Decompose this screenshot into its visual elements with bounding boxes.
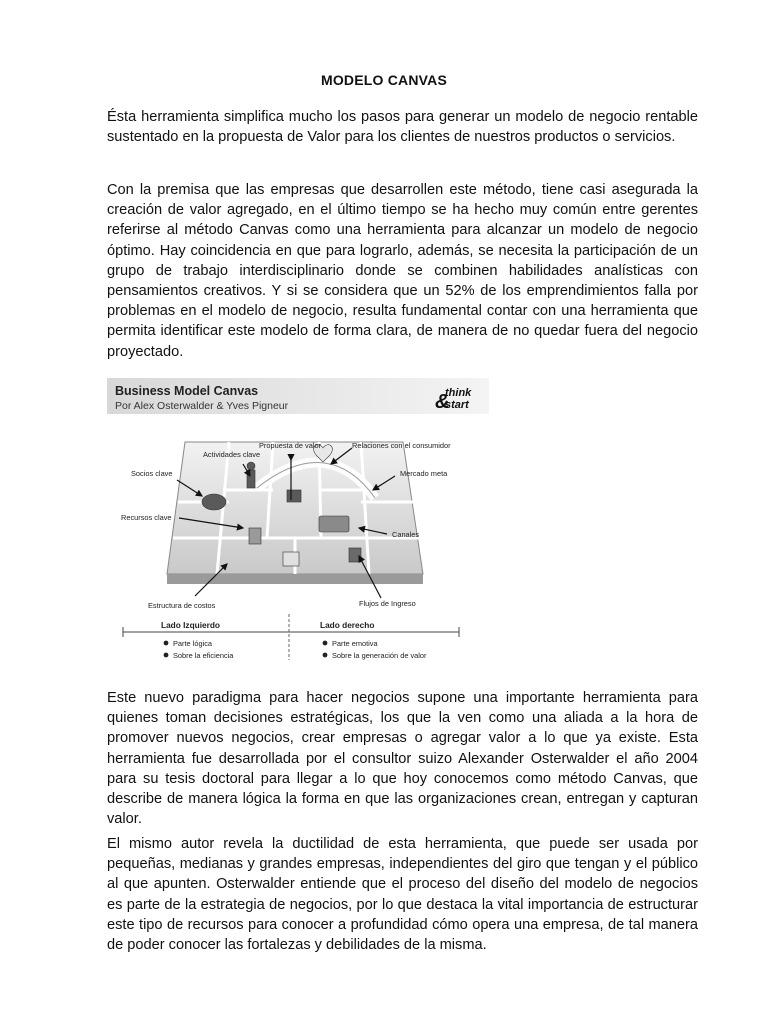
think-start-logo	[435, 387, 472, 413]
label-relaciones-con-el-consumidor: Relaciones con el consumidor	[352, 441, 451, 450]
paragraph-2: Con la premisa que las empresas que desarrollen este método, tiene casi asegurada la creación de valor agregado, en el último tiempo se ha hecho muy común entre gerentes referirse al método Canvas como una herramienta para alcanzar un modelo de negocio óptimo. Hay coincidencia en que para lograrlo, además, se necesita la participación de un grupo de trabajo interdisciplinario donde se combinen habilidades analísticas con pensamientos creativos. Y si se considera que un 52% de los emprendimientos falla por problemas en el modelo de negocio, resulta fundamental contar con una herramienta que permita identificar este modelo de forma clara, de manera de no quedar fuera del negocio proyectado.	[107, 182, 698, 360]
label-mercado-meta: Mercado meta	[400, 469, 448, 478]
figure-subtitle: Por Alex Osterwalder & Yves Pigneur	[115, 400, 289, 412]
svg-text:&: &	[435, 391, 450, 413]
svg-text:start: start	[445, 399, 469, 411]
legend-left-item-2: Sobre la eficiencia	[173, 651, 234, 660]
label-canales: Canales	[392, 530, 420, 539]
legend-right-heading: Lado derecho	[320, 620, 375, 630]
paragraph-4: El mismo autor revela la ductilidad de esta herramienta, que puede ser usada por pequeñas, medianas y grandes empresas, independientes del giro que tengan y el público al que apunten. Osterwalder entiende que el proceso del diseño del modelo de negocios es parte de la estrategia de negocios, por lo que destaca la vital importancia de estructurar este tipo de recursos para conocer a profundidad cómo opera una empresa, de tal manera de poder conocer las fortalezas y debilidades de la misma.	[107, 836, 698, 954]
legend-left-item-1: Parte lógica	[173, 639, 213, 648]
label-actividades-clave: Actividades clave	[203, 450, 261, 459]
legend-sides	[123, 614, 459, 660]
figure-title: Business Model Canvas	[115, 384, 259, 398]
document-title: MODELO CANVAS	[320, 72, 447, 88]
label-socios-clave: Socios clave	[131, 469, 173, 478]
label-propuesta-de-valor: Propuesta de valor	[259, 441, 322, 450]
paragraph-3: Este nuevo paradigma para hacer negocios supone una importante herramienta para quienes toman decisiones estratégicas, los que la ven como una aliada a la hora de promover nuevos negocios, crear empresas o agregar valor a lo que ya existe. Esta herramienta fue desarrollada por el consultor suizo Alexander Osterwalder el año 2004 para su tesis doctoral para llegar a lo que hoy conocemos como método Canvas, que describe de manera lógica la forma en que las organizaciones crean, entregan y capturan valor.	[107, 690, 698, 828]
label-flujos-de-ingreso: Flujos de Ingreso	[359, 599, 416, 608]
svg-text:think: think	[445, 387, 472, 399]
legend-left-heading: Lado Izquierdo	[161, 620, 220, 630]
legend-right-item-2: Sobre la generación de valor	[332, 651, 427, 660]
paragraph-1: Ésta herramienta simplifica mucho los pasos para generar un modelo de negocio rentable sustentado en la propuesta de Valor para los clientes de nuestros productos o servicios.	[107, 109, 698, 146]
legend-right-item-1: Parte emotiva	[332, 639, 378, 648]
label-recursos-clave: Recursos clave	[121, 513, 172, 522]
label-estructura-de-costos: Estructura de costos	[148, 601, 216, 610]
business-model-canvas-figure	[107, 378, 489, 668]
